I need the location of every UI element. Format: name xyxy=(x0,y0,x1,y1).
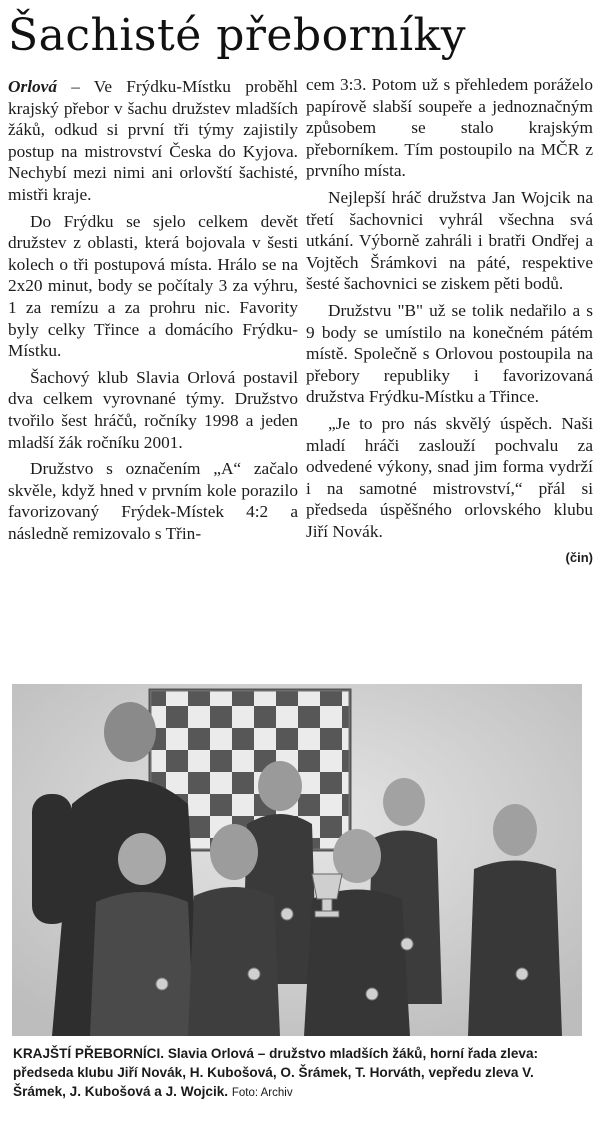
article-paragraph: Šachový klub Slavia Orlová postavil dva celkem vyrovnané týmy. Družstvo tvořilo šest hráčů, ročníky 1998 a jeden mladší žák ročníku 2001. xyxy=(8,367,298,452)
caption-lead: KRAJŠTÍ PŘEBORNÍCI. xyxy=(13,1046,165,1061)
article-paragraph: Do Frýdku se sjelo celkem devět družstev z oblasti, která bojovala v šesti kolech o tři postupová místa. Hrálo se na 2x20 minut, body se počítaly 3 za výhru, 1 za remízu a za prohru nic. Favority byly celky Třince a domácího Frýdku-Místku. xyxy=(8,211,298,361)
article-paragraph: Nejlepší hráč družstva Jan Wojcik na třetí šachovnici vyhrál všechna svá utkání. Výborně zahráli i bratři Ondřej a Vojtěch Šrámkovi na páté, respektive šesté šachovnici se ziskem pěti bodů. xyxy=(306,187,593,294)
article-column-left xyxy=(8,76,298,549)
photo-caption xyxy=(13,1044,583,1103)
article-headline: Šachisté přeborníky xyxy=(8,10,467,61)
article-paragraph: „Je to pro nás skvělý úspěch. Naši mladí hráči zaslouží pochvalu za odvedené výkony, snad jim forma vydrží i na samotné mistrovství,“ přál si předseda úspěšného orlovského klubu Jiří Novák. xyxy=(306,413,593,541)
author-signature: (čin) xyxy=(565,550,593,566)
photo-credit: Foto: Archiv xyxy=(231,1087,293,1099)
caption-text: Slavia Orlová – družstvo mladších žáků, horní řada zleva: předseda klubu Jiří Novák, H. Kubošová, O. Šrámek, T. Horváth, vepředu zleva V. Šrámek, J. Kubošová a J. Wojcik. xyxy=(13,1046,539,1099)
dateline: Orlová xyxy=(8,77,57,96)
article-paragraph: Družstvo s označením „A“ začalo skvěle, když hned v prvním kole porazilo favorizovaný Frýdek-Místek 4:2 a následně remizovalo s Třin- xyxy=(8,459,298,543)
article-paragraph: cem 3:3. Potom už s přehledem poráželo papírově slabší soupeře a jednoznačným způsobem se stalo krajským přeborníkem. Tím postoupilo na MČR z prvního místa. xyxy=(306,75,593,181)
paragraph-text: – Ve Frýdku-Místku proběhl krajský přebor v šachu družstev mladších žáků, odkud si první tři týmy zajistily postup na mistrovství Česka do Kyjova. Nechybí mezi nimi ani orlovští šachisté, mistři kraje. xyxy=(8,77,298,204)
article-paragraph xyxy=(8,76,298,206)
trophy xyxy=(312,874,342,917)
team-photo xyxy=(12,684,582,1036)
article-paragraph: Družstvu "B" už se tolik nedařilo a s 9 body se umístilo na konečném pátém místě. Společně s Orlovou postoupila na přebory republiky i favorizovaná družstva Frýdku-Místku a Třince. xyxy=(306,300,593,407)
article-column-right xyxy=(306,74,593,569)
